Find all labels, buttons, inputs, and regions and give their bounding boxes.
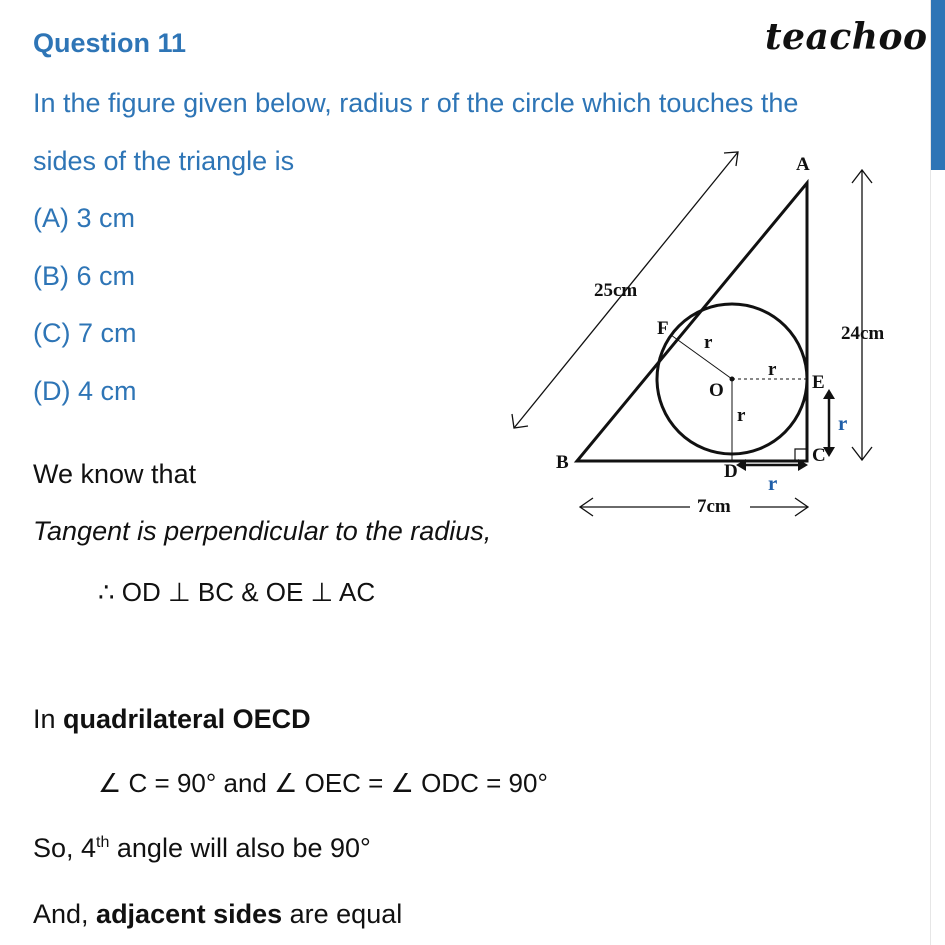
fourth-superscript: th [96,834,110,851]
solution-know-that: We know that [33,459,197,489]
option-b: (B) 6 cm [33,261,136,291]
quad-prefix: In [33,704,64,734]
solution-quadrilateral-line [33,704,311,735]
question-title: Question 11 [33,28,187,58]
radius-of [671,335,732,379]
scrollbar-thumb[interactable] [931,0,945,170]
solution-tangent-rule: Tangent is perpendicular to the radius, [33,516,492,546]
question-text-line-2: sides of the triangle is [33,146,295,176]
question-text-line-1: In the figure given below, radius r of the circle which touches the [33,88,799,118]
vertical-scrollbar[interactable] [930,0,945,945]
adjacent-bold: adjacent sides [96,899,283,929]
label-7cm: 7cm [697,496,731,517]
solution-perpendicular-statement: ∴ OD ⊥ BC & OE ⊥ AC [98,577,376,607]
label-f: F [657,318,669,339]
label-a: A [796,154,810,175]
label-25cm: 25cm [594,280,638,301]
solution-fourth-angle-line [33,833,371,864]
label-d: D [724,461,738,482]
center-point [730,377,735,382]
right-angle-marker [795,449,807,461]
label-r-oe: r [768,359,777,380]
label-r-of: r [704,332,713,353]
label-r-blue-horizontal: r [768,471,778,495]
solution-adjacent-sides-line [33,899,402,930]
option-a: (A) 3 cm [33,203,136,233]
adjacent-suffix: are equal [282,899,403,929]
option-c: (C) 7 cm [33,318,137,348]
quad-name: quadrilateral OECD [63,704,311,734]
label-e: E [812,372,825,393]
label-r-blue-vertical: r [838,411,848,435]
label-c: C [812,445,826,466]
fourth-prefix: So, 4 [33,833,97,863]
solution-angles-statement: ∠ C = 90° and ∠ OEC = ∠ ODC = 90° [98,768,548,798]
fourth-suffix: angle will also be 90° [109,833,371,863]
label-24cm: 24cm [841,323,885,344]
triangle-abc [577,183,807,461]
triangle-incircle-figure [500,140,910,530]
option-d: (D) 4 cm [33,376,137,406]
label-o: O [709,380,724,401]
label-b: B [556,452,569,473]
label-r-od: r [737,405,746,426]
adjacent-prefix: And, [33,899,97,929]
teachoo-logo: teachoo [765,16,928,58]
r-arrow-vertical-head-top [823,389,835,399]
